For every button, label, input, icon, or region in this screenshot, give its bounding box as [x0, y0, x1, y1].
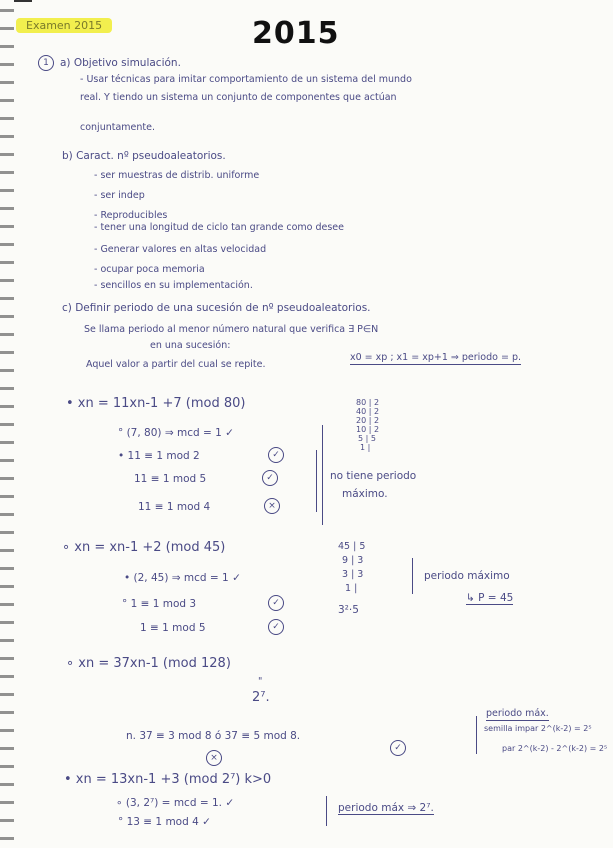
ex1-conclusion-2: máximo.	[342, 488, 388, 500]
ex1-mod2: • 11 ≡ 1 mod 2	[118, 450, 200, 462]
a-text-3: conjuntamente.	[80, 122, 155, 133]
top-mark	[14, 0, 32, 2]
ex2-conclusion-2: ↳ P = 45	[466, 592, 514, 604]
ex1-mod5: 11 ≡ 1 mod 5	[134, 473, 207, 485]
ex4-mod4: ° 13 ≡ 1 mod 4 ✓	[118, 816, 211, 828]
b-item-7: - sencillos en su implementación.	[94, 280, 253, 291]
b-item-2: - ser indep	[94, 190, 145, 201]
b-heading: b) Caract. nº pseudoaleatorios.	[62, 150, 226, 162]
ex3-cross: ×	[206, 750, 222, 766]
ex2-conclusion-1: periodo máximo	[424, 570, 510, 582]
ex2-div-2: 9 | 3	[342, 555, 364, 566]
ex1-mod5-check: ✓	[262, 470, 278, 486]
a-text-1: - Usar técnicas para imitar comportamiento de un sistema del mundo	[80, 74, 412, 85]
c-text-2: en una sucesión:	[150, 340, 231, 351]
ex1-brace	[316, 450, 317, 512]
ex4-equation: • xn = 13xn-1 +3 (mod 2⁷) k>0	[64, 772, 272, 787]
ex2-mod3: ° 1 ≡ 1 mod 3	[122, 598, 197, 610]
ex1-equation: • xn = 11xn-1 +7 (mod 80)	[66, 396, 246, 411]
spiral-binding	[0, 0, 14, 848]
ex2-gcd: • (2, 45) ⇒ mcd = 1 ✓	[124, 572, 241, 584]
ex1-mod2-check: ✓	[268, 447, 284, 463]
a-text-2: real. Y tiendo un sistema un conjunto de componentes que actúan	[80, 92, 397, 103]
ex2-factorization: 3²·5	[338, 604, 359, 616]
ex1-div-4: 10 | 2	[356, 425, 380, 434]
ex1-div-1: 80 | 2	[356, 398, 380, 407]
c-text-3: Aquel valor a partir del cual se repite.	[86, 359, 266, 370]
ex3-modulus: 2⁷.	[252, 690, 270, 705]
b-item-1: - ser muestras de distrib. uniforme	[94, 170, 260, 181]
c-text-4: x0 = xp ; x1 = xp+1 ⇒ periodo = p.	[350, 352, 522, 363]
ex1-div-6: 1 |	[360, 443, 371, 452]
ex2-equation: ∘ xn = xn-1 +2 (mod 45)	[62, 540, 226, 555]
ex2-brace	[412, 558, 413, 594]
ex2-mod3-check: ✓	[268, 595, 284, 611]
ex1-div-2: 40 | 2	[356, 407, 380, 416]
ex4-conclusion: periodo máx ⇒ 2⁷.	[338, 802, 434, 814]
ex2-div-4: 1 |	[345, 583, 358, 594]
ex1-div-5: 5 | 5	[358, 434, 376, 443]
ex2-div-1: 45 | 5	[338, 541, 366, 552]
ex3-brace	[476, 716, 477, 754]
ex3-seed-even: par 2^(k-2) - 2^(k-2) = 2⁵	[502, 744, 608, 753]
b-item-6: - ocupar poca memoria	[94, 264, 205, 275]
page-title: 2015	[252, 16, 340, 51]
ex2-div-3: 3 | 3	[342, 569, 364, 580]
ex3-conditions: n. 37 ≡ 3 mod 8 ó 37 ≡ 5 mod 8.	[126, 730, 301, 742]
ex3-period-max: periodo máx.	[486, 708, 549, 719]
ex1-margin-line	[322, 425, 323, 525]
ex1-mod4-cross: ×	[264, 498, 280, 514]
ex1-gcd: ° (7, 80) ⇒ mcd = 1 ✓	[118, 427, 234, 439]
ex4-brace	[326, 796, 327, 826]
ex4-gcd: ∘ (3, 2⁷) = mcd = 1. ✓	[116, 797, 235, 809]
a-heading: a) Objetivo simulación.	[60, 57, 181, 69]
c-text-1: Se llama periodo al menor número natural que verifica ∃ P∈N	[84, 324, 379, 335]
ex3-equation: ∘ xn = 37xn-1 (mod 128)	[66, 656, 231, 671]
question-number: 1	[38, 55, 54, 71]
ex3-quote: "	[258, 676, 263, 687]
b-item-5: - Generar valores en altas velocidad	[94, 244, 267, 255]
ex1-mod4: 11 ≡ 1 mod 4	[138, 501, 211, 513]
exam-tag: Examen 2015	[16, 20, 112, 32]
ex3-seed-odd: semilla impar 2^(k-2) = 2⁵	[484, 724, 592, 733]
ex1-conclusion-1: no tiene periodo	[330, 470, 417, 482]
ex2-mod5-check: ✓	[268, 619, 284, 635]
ex2-mod5: 1 ≡ 1 mod 5	[140, 622, 206, 634]
ex1-div-3: 20 | 2	[356, 416, 380, 425]
ex3-check: ✓	[390, 740, 406, 756]
c-heading: c) Definir periodo de una sucesión de nº pseudoaleatorios.	[62, 302, 371, 314]
b-item-3: - Reproducibles	[94, 210, 168, 221]
b-item-4: - tener una longitud de ciclo tan grande como desee	[94, 222, 344, 233]
